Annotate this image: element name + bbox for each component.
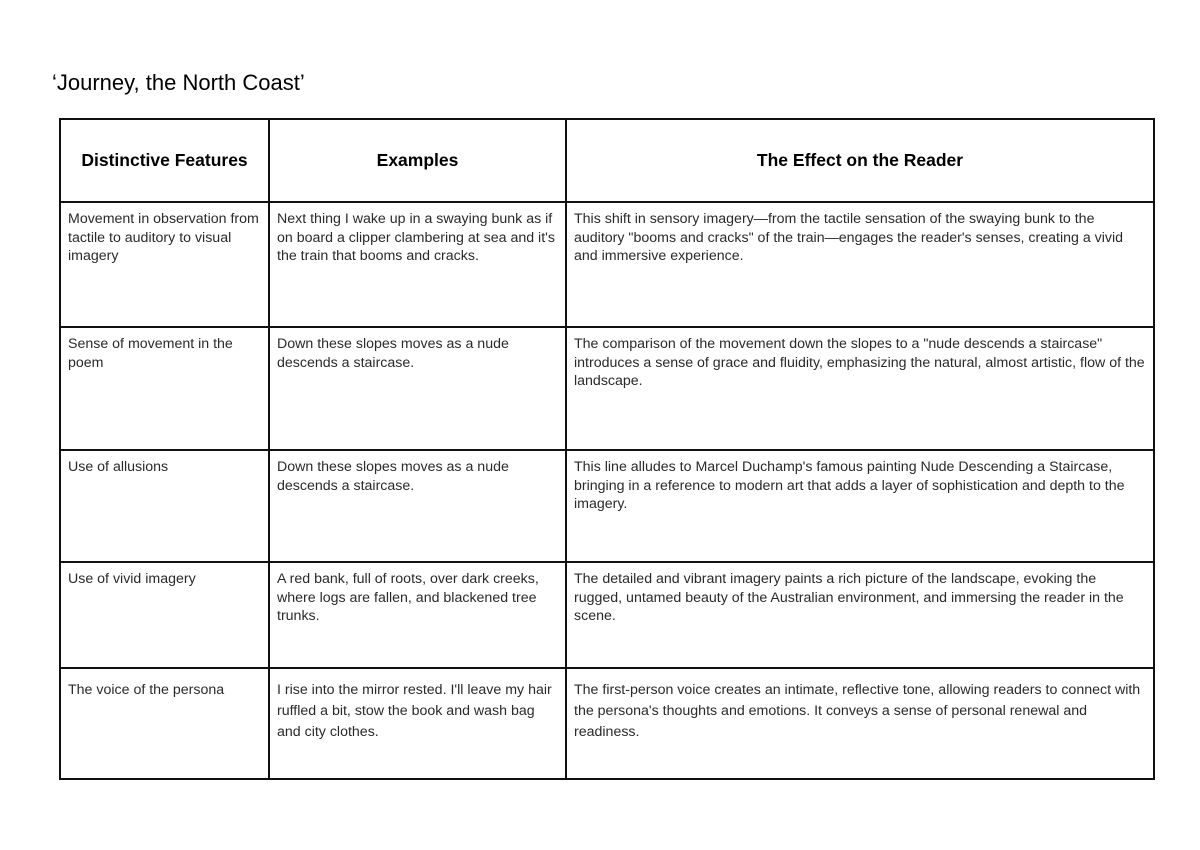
example-cell: I rise into the mirror rested. I'll leave my hair ruffled a bit, stow the book and wash bag and city clothes.: [269, 668, 566, 779]
effect-cell: The comparison of the movement down the slopes to a "nude descends a staircase" introduces a sense of grace and fluidity, emphasizing the natural, almost artistic, flow of the landscape.: [566, 327, 1154, 450]
table-header-row: [60, 119, 1154, 202]
column-header-features: Distinctive Features: [60, 119, 269, 202]
document-title: ‘Journey, the North Coast’: [52, 70, 305, 95]
effect-cell: This line alludes to Marcel Duchamp's famous painting Nude Descending a Staircase, bringing in a reference to modern art that adds a layer of sophistication and depth to the imagery.: [566, 450, 1154, 562]
feature-cell: Use of allusions: [60, 450, 269, 562]
example-cell: Down these slopes moves as a nude descends a staircase.: [269, 327, 566, 450]
table-row: [60, 450, 1154, 562]
example-cell: Down these slopes moves as a nude descends a staircase.: [269, 450, 566, 562]
feature-cell: Use of vivid imagery: [60, 562, 269, 668]
table-row: [60, 562, 1154, 668]
feature-cell: Movement in observation from tactile to auditory to visual imagery: [60, 202, 269, 327]
column-header-examples: Examples: [269, 119, 566, 202]
example-cell: Next thing I wake up in a swaying bunk as if on board a clipper clambering at sea and it's the train that booms and cracks.: [269, 202, 566, 327]
effect-cell: The detailed and vibrant imagery paints a rich picture of the landscape, evoking the rugged, untamed beauty of the Australian environment, and immersing the reader in the scene.: [566, 562, 1154, 668]
table-row: [60, 668, 1154, 779]
example-cell: A red bank, full of roots, over dark creeks, where logs are fallen, and blackened tree trunks.: [269, 562, 566, 668]
effect-cell: The first-person voice creates an intimate, reflective tone, allowing readers to connect with the persona's thoughts and emotions. It conveys a sense of personal renewal and readiness.: [566, 668, 1154, 779]
table-row: [60, 202, 1154, 327]
feature-cell: Sense of movement in the poem: [60, 327, 269, 450]
table-row: [60, 327, 1154, 450]
effect-cell: This shift in sensory imagery—from the tactile sensation of the swaying bunk to the auditory "booms and cracks" of the train—engages the reader's senses, creating a vivid and immersive experience.: [566, 202, 1154, 327]
column-header-effect: The Effect on the Reader: [566, 119, 1154, 202]
analysis-table: [59, 118, 1155, 780]
feature-cell: The voice of the persona: [60, 668, 269, 779]
